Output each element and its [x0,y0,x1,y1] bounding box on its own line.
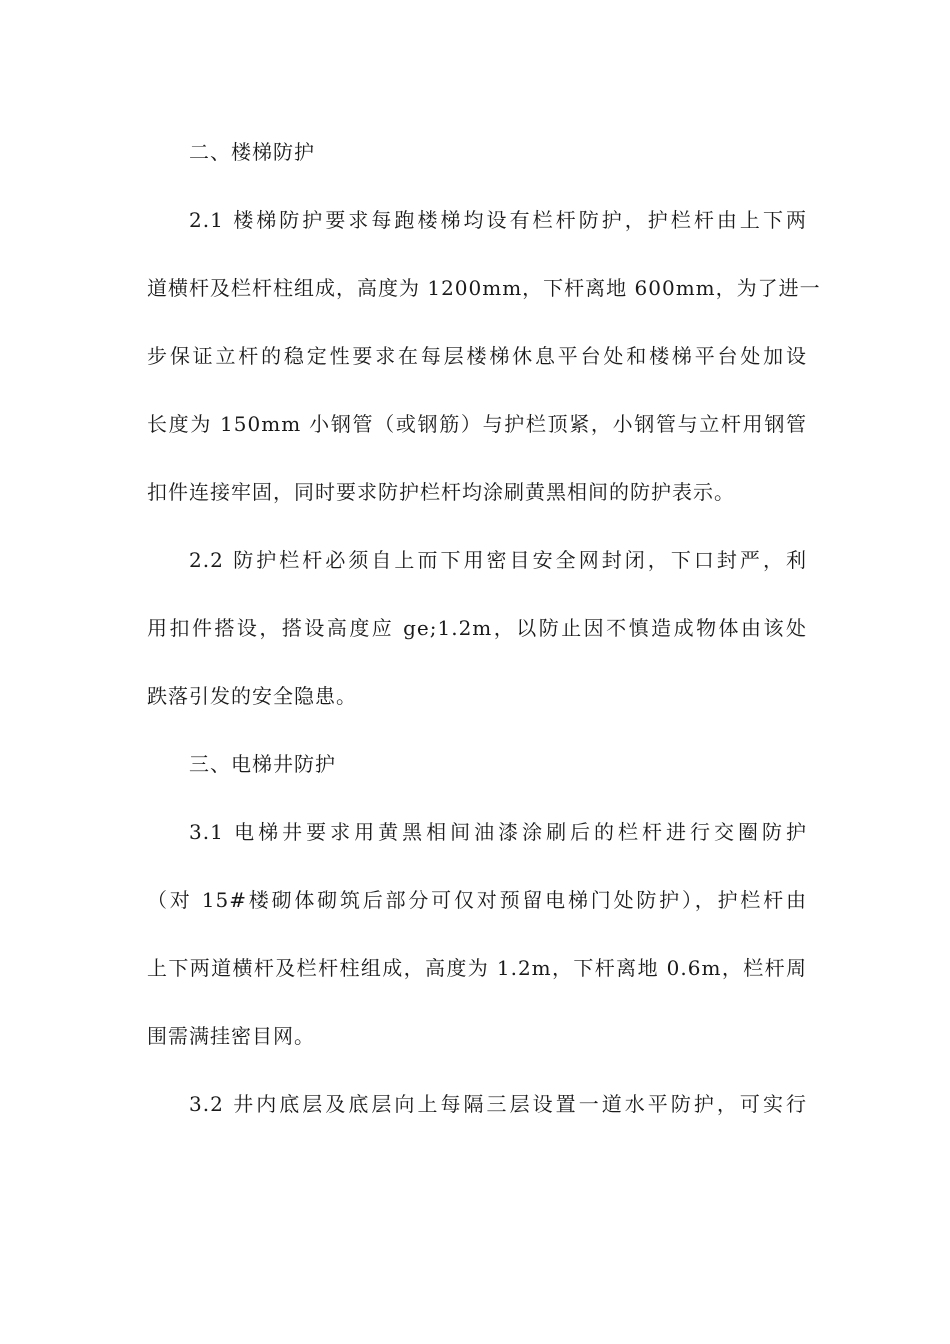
paragraph-line: 用扣件搭设，搭设高度应 ge;1.2m，以防止因不慎造成物体由该处 [147,616,807,640]
section-heading-stair-protection [147,118,807,186]
paragraph-line: 3.1 电梯井要求用黄黑相间油漆涂刷后的栏杆进行交圈防护 [189,820,807,844]
document-body [147,118,821,1138]
heading-text: 二、楼梯防护 [189,140,315,164]
paragraph-line: 2.1 楼梯防护要求每跑楼梯均设有栏杆防护，护栏杆由上下两 [189,208,807,232]
section-heading-elevator-shaft-protection [147,730,807,798]
paragraph-line: 2.2 防护栏杆必须自上而下用密目安全网封闭，下口封严，利 [189,548,807,572]
paragraph-3-2 [147,1070,807,1138]
paragraph-3-1 [147,798,807,1070]
paragraph-2-1 [147,186,821,526]
paragraph-line: 道横杆及栏杆柱组成，高度为 1200mm，下杆离地 600mm，为了进一 [147,276,821,300]
heading-text: 三、电梯井防护 [189,752,336,776]
paragraph-line: （对 15#楼砌体砌筑后部分可仅对预留电梯门处防护），护栏杆由 [147,888,807,912]
paragraph-line: 扣件连接牢固，同时要求防护栏杆均涂刷黄黑相间的防护表示。 [147,480,735,504]
paragraph-line: 围需满挂密目网。 [147,1024,315,1048]
paragraph-2-2 [147,526,807,730]
paragraph-line: 3.2 井内底层及底层向上每隔三层设置一道水平防护，可实行 [189,1092,807,1116]
paragraph-line: 长度为 150mm 小钢管（或钢筋）与护栏顶紧，小钢管与立杆用钢管 [147,412,807,436]
paragraph-line: 步保证立杆的稳定性要求在每层楼梯休息平台处和楼梯平台处加设 [147,344,807,368]
paragraph-line: 上下两道横杆及栏杆柱组成，高度为 1.2m，下杆离地 0.6m，栏杆周 [147,956,807,980]
paragraph-line: 跌落引发的安全隐患。 [147,684,357,708]
